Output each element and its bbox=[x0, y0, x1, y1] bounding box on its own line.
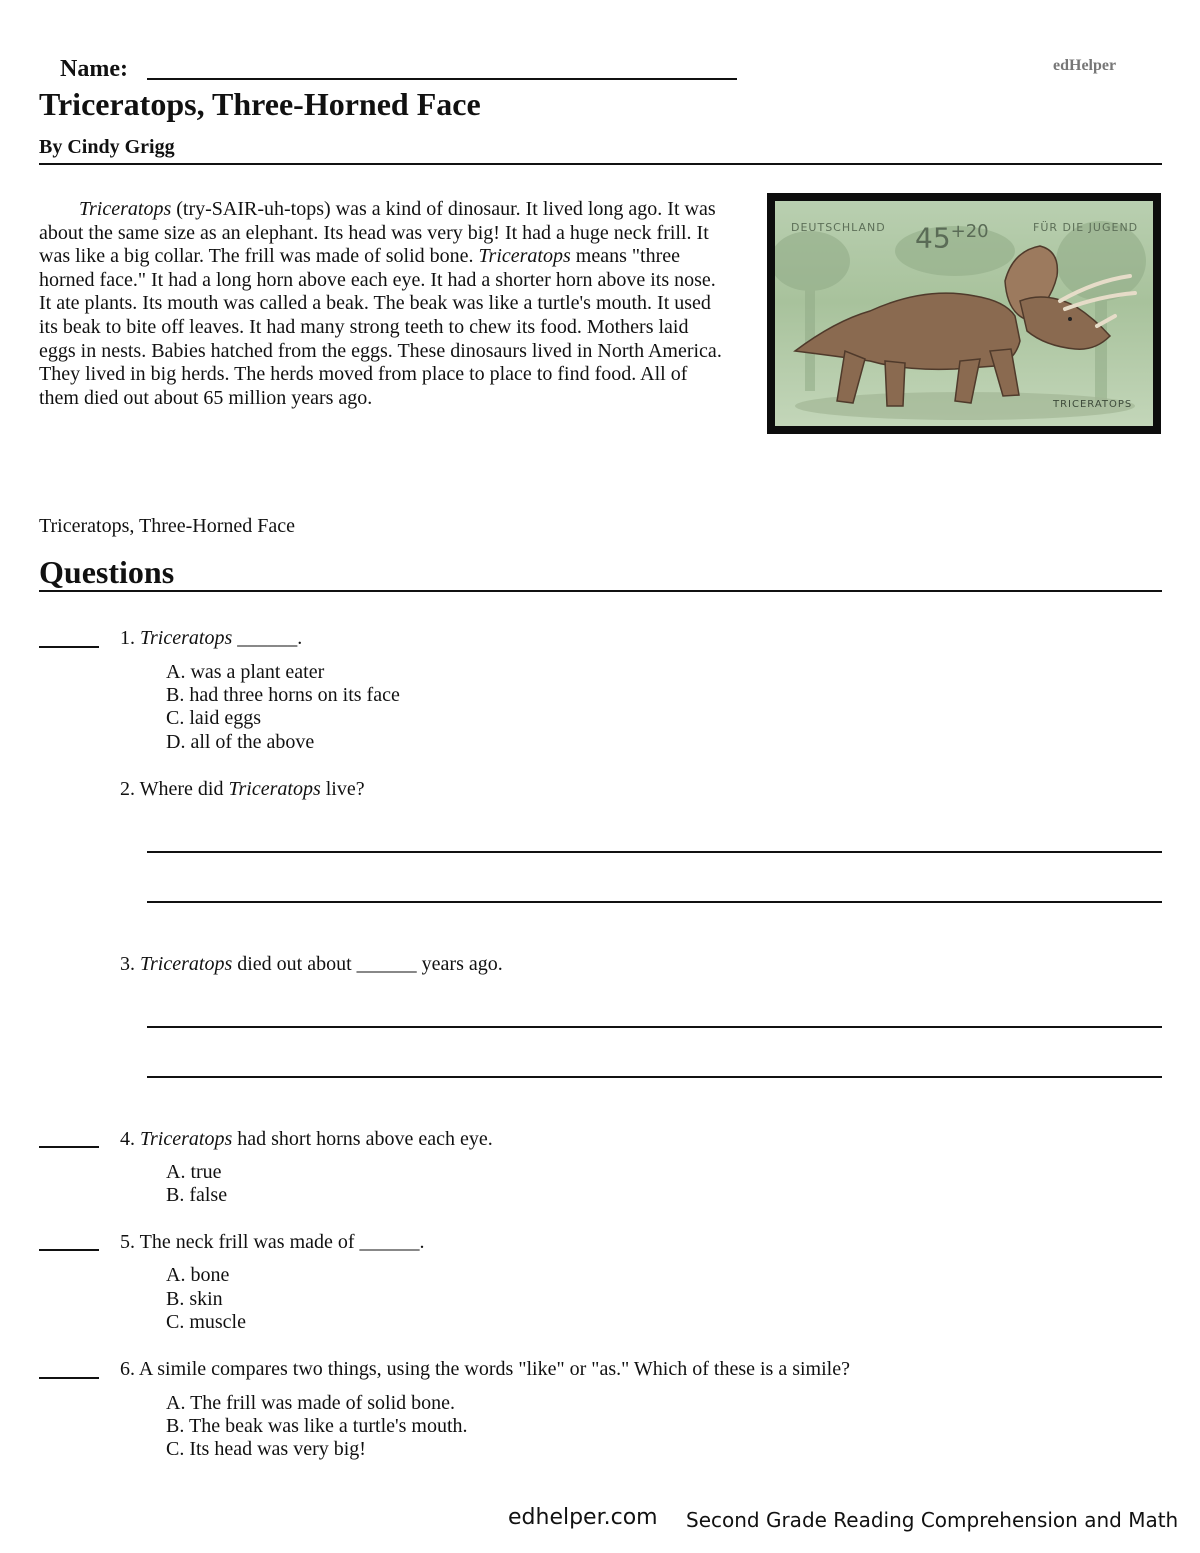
question-text: ______. bbox=[232, 627, 303, 649]
question-term: Triceratops bbox=[140, 627, 233, 649]
answer-line[interactable] bbox=[147, 901, 1162, 903]
answer-blank[interactable] bbox=[39, 1146, 99, 1148]
question-number: 6. bbox=[120, 1358, 135, 1380]
stamp-value bbox=[915, 221, 989, 254]
question-1 bbox=[120, 627, 302, 650]
option[interactable]: A. was a plant eater bbox=[166, 661, 325, 683]
answer-blank[interactable] bbox=[39, 1249, 99, 1251]
question-term: Triceratops bbox=[140, 1128, 233, 1150]
footer-site: edhelper.com bbox=[508, 1505, 658, 1530]
option[interactable]: C. Its head was very big! bbox=[166, 1438, 366, 1460]
reading-passage bbox=[39, 198, 729, 410]
question-text: live? bbox=[320, 778, 365, 800]
question-text: died out about ______ years ago. bbox=[232, 953, 503, 975]
passage-term: Triceratops bbox=[478, 245, 571, 268]
option[interactable]: C. laid eggs bbox=[166, 707, 261, 729]
option[interactable]: B. had three horns on its face bbox=[166, 684, 400, 706]
name-line[interactable] bbox=[147, 78, 737, 80]
passage-text-2: means "three horned face." It had a long horn above each eye. It had a shorter horn above its nose. It ate plants. Its mouth was called a beak. The beak was like a turtle's mouth. It used its beak to bite off leaves. It had many strong teeth to chew its food. Mothers laid eggs in nests. Babies hatched from the eggs. These dinosaurs lived in North America. They lived in big herds. The herds moved from place to place to find food. All of them died out about 65 million years ago. bbox=[39, 245, 722, 409]
option[interactable]: B. The beak was like a turtle's mouth. bbox=[166, 1415, 468, 1437]
answer-line[interactable] bbox=[147, 851, 1162, 853]
option[interactable]: A. The frill was made of solid bone. bbox=[166, 1392, 456, 1414]
question-6 bbox=[120, 1358, 850, 1381]
stamp-series: FÜR DIE JUGEND bbox=[1033, 221, 1139, 234]
questions-heading: Questions bbox=[39, 554, 175, 590]
questions-rule bbox=[39, 590, 1162, 592]
question-4 bbox=[120, 1128, 493, 1151]
question-number: 3. bbox=[120, 953, 135, 975]
question-term: Triceratops bbox=[228, 778, 321, 800]
question-number: 4. bbox=[120, 1128, 135, 1150]
answer-line[interactable] bbox=[147, 1076, 1162, 1078]
stamp-face bbox=[775, 201, 1153, 426]
passage-text-1: (try-SAIR-uh-tops) was a kind of dinosaur. It lived long ago. It was about the same size as an elephant. Its head was very big! It had a huge neck frill. It was like a big collar. The frill was made of solid bone. bbox=[39, 198, 716, 268]
name-label: Name: bbox=[60, 56, 128, 82]
option[interactable]: A. true bbox=[166, 1161, 222, 1183]
question-5 bbox=[120, 1231, 425, 1254]
option[interactable]: B. skin bbox=[166, 1288, 223, 1310]
option[interactable]: B. false bbox=[166, 1184, 228, 1206]
answer-blank[interactable] bbox=[39, 1377, 99, 1379]
question-2 bbox=[120, 778, 365, 801]
option[interactable]: D. all of the above bbox=[166, 731, 315, 753]
stamp-caption: TRICERATOPS bbox=[1053, 399, 1133, 410]
question-text-pre: Where did bbox=[139, 778, 229, 800]
brand-label: edHelper bbox=[1053, 57, 1117, 74]
option[interactable]: C. muscle bbox=[166, 1311, 246, 1333]
worksheet-title: Triceratops, Three-Horned Face bbox=[39, 86, 481, 122]
stamp-country: DEUTSCHLAND bbox=[791, 221, 886, 234]
stamp-value-number: 45 bbox=[915, 221, 951, 255]
question-number: 5. bbox=[120, 1231, 135, 1253]
passage-term: Triceratops bbox=[79, 198, 172, 220]
header-rule bbox=[39, 163, 1162, 165]
answer-line[interactable] bbox=[147, 1026, 1162, 1028]
byline: By Cindy Grigg bbox=[39, 136, 175, 158]
answer-blank[interactable] bbox=[39, 646, 99, 648]
triceratops-stamp-image bbox=[767, 193, 1161, 434]
option[interactable]: A. bone bbox=[166, 1264, 230, 1286]
question-text: A simile compares two things, using the words "like" or "as." Which of these is a simile? bbox=[138, 1358, 850, 1380]
footer-description: Second Grade Reading Comprehension and Math bbox=[686, 1508, 1179, 1532]
question-text: The neck frill was made of ______. bbox=[139, 1231, 425, 1253]
stamp-surcharge: +20 bbox=[950, 221, 989, 242]
question-text: had short horns above each eye. bbox=[232, 1128, 493, 1150]
passage-title-repeat: Triceratops, Three-Horned Face bbox=[39, 515, 296, 537]
question-term: Triceratops bbox=[140, 953, 233, 975]
question-number: 1. bbox=[120, 627, 135, 649]
question-number: 2. bbox=[120, 778, 135, 800]
question-3 bbox=[120, 953, 503, 976]
